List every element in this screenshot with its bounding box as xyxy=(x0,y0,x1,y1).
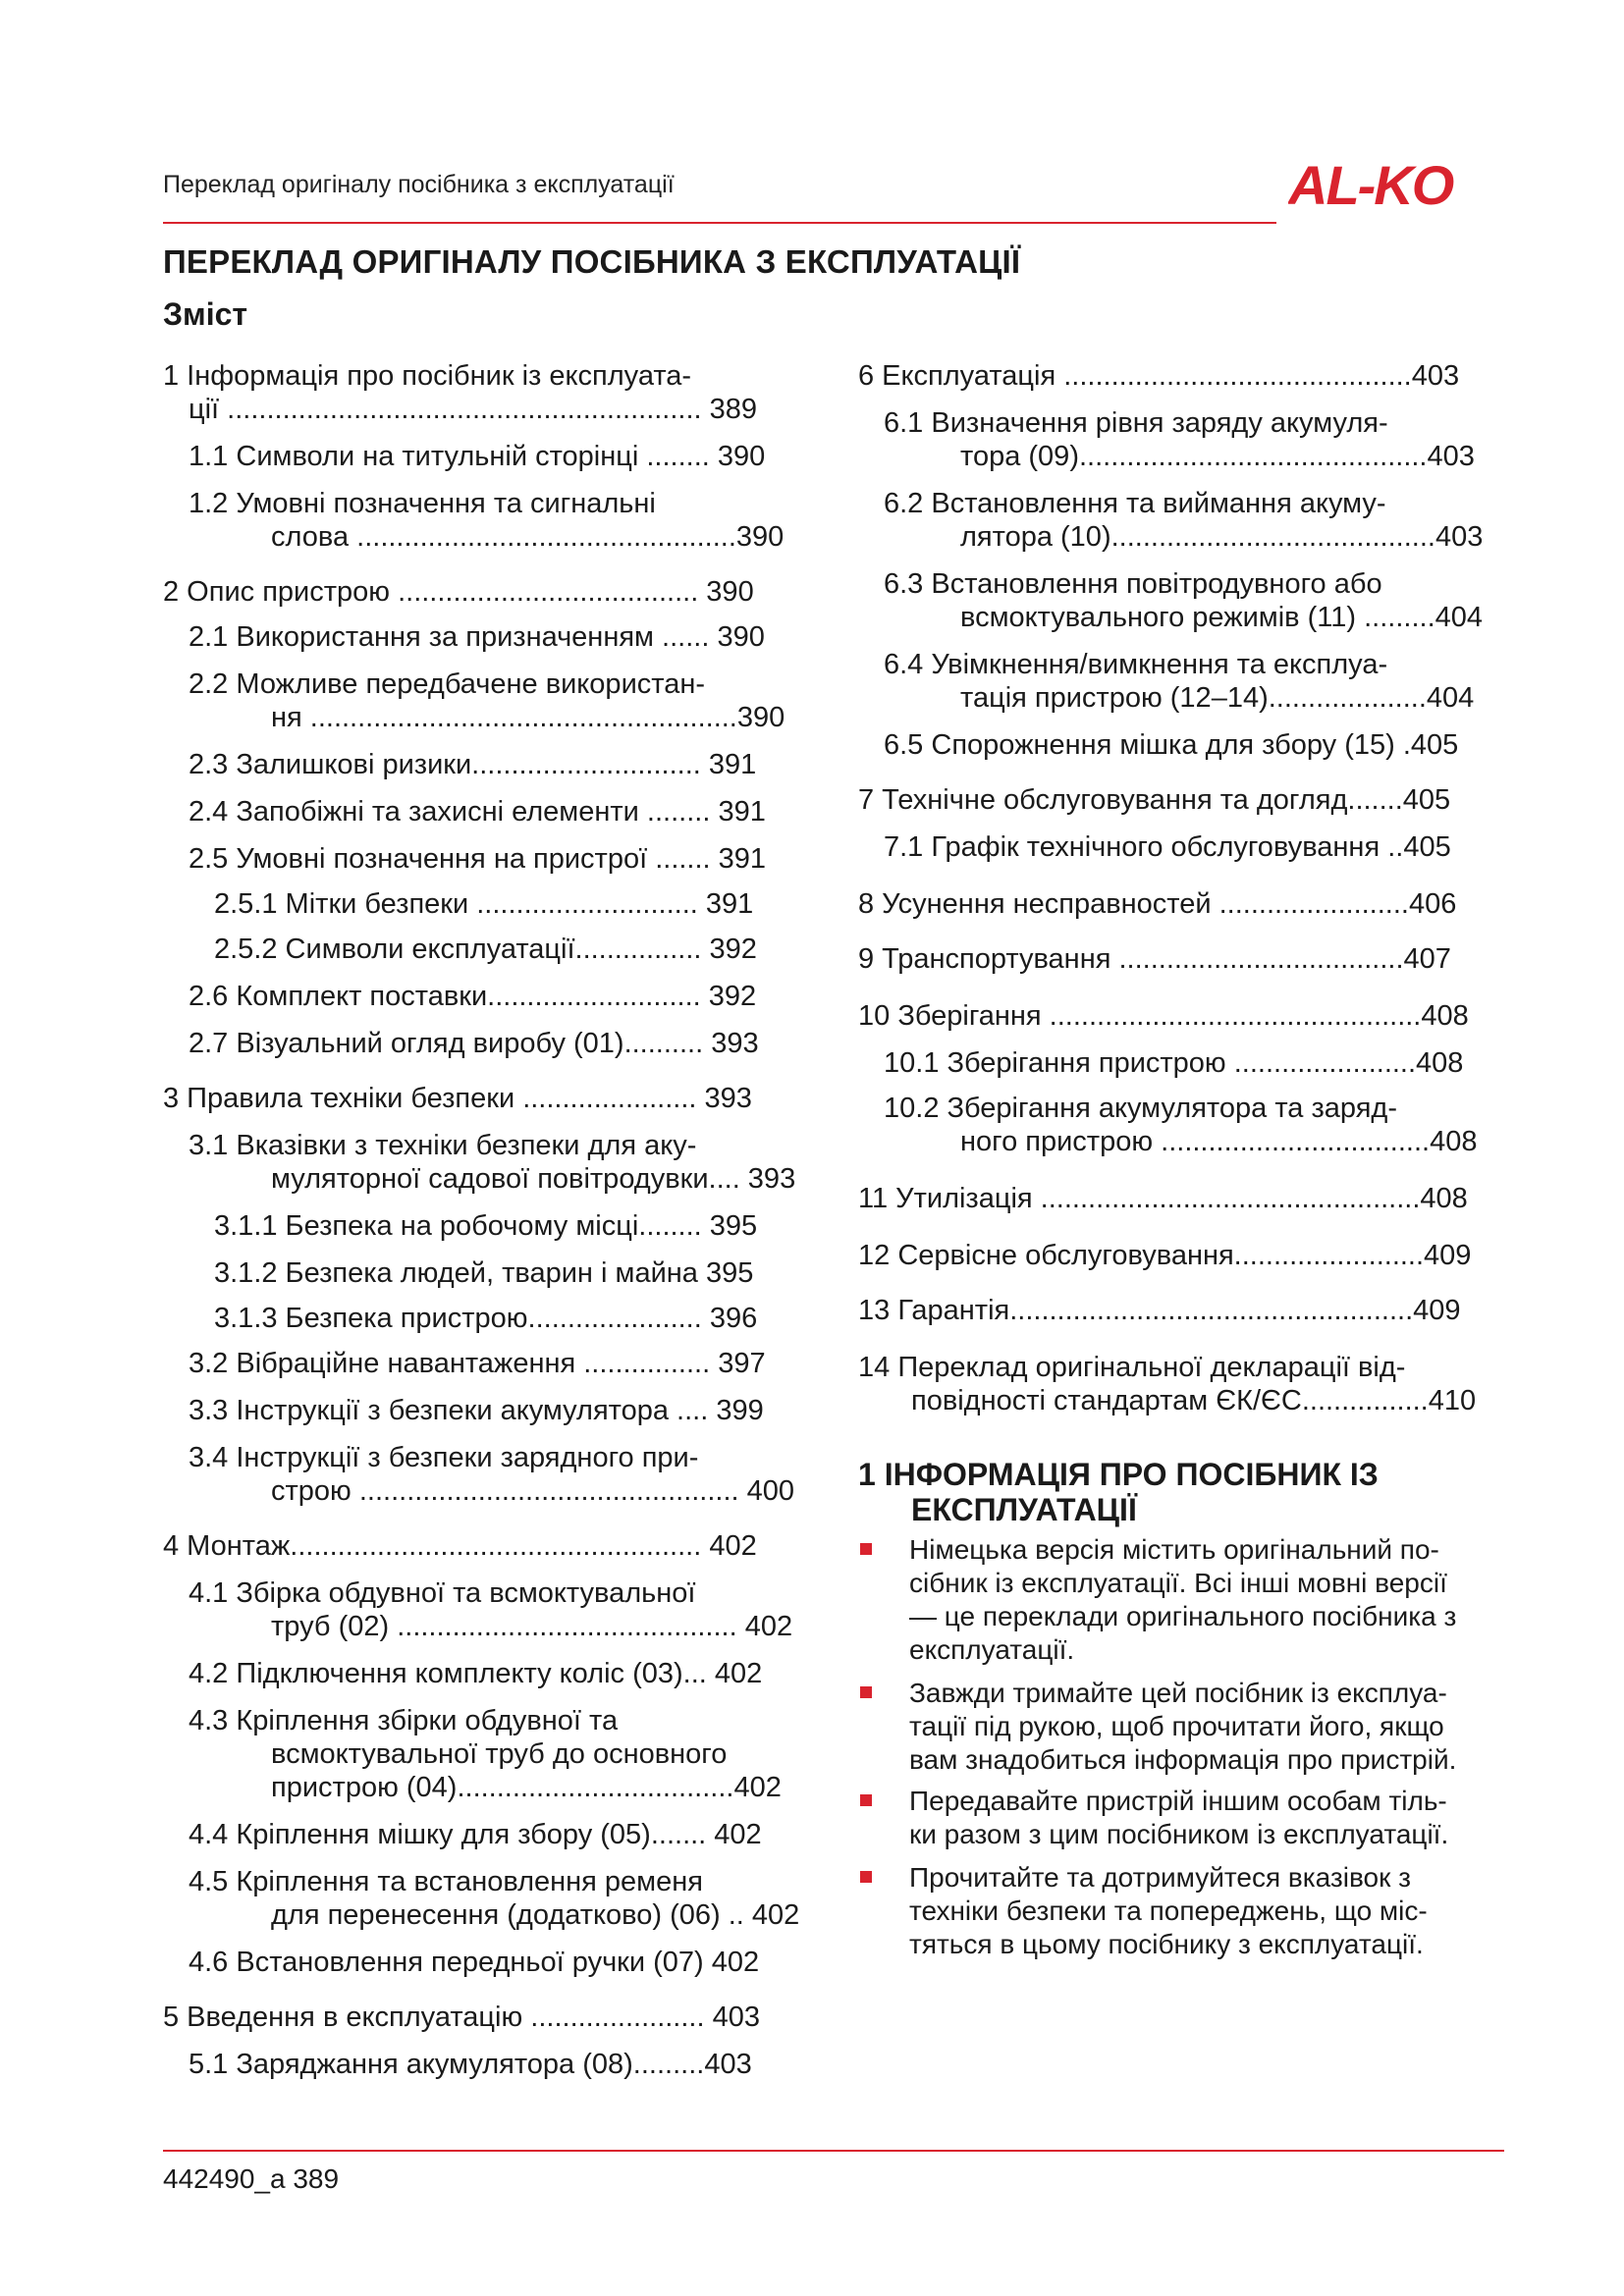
alko-logo xyxy=(1288,159,1504,210)
toc-entry[interactable]: 4.4 Кріплення мішку для збору (05)....... 402 xyxy=(189,1819,762,1850)
toc-entry[interactable]: 4.1 Збірка обдувної та всмоктувальної труб (02) ........................................... 402 xyxy=(189,1577,793,1642)
toc-entry[interactable]: 8 Усунення несправностей ........................406 xyxy=(858,888,1457,920)
toc-entry[interactable]: 2.2 Можливе передбачене використан- ня ......................................................390 xyxy=(189,668,785,733)
section-1-heading-line2: ЕКСПЛУАТАЦІЇ xyxy=(911,1492,1137,1527)
toc-heading: Зміст xyxy=(163,296,248,332)
toc-entry[interactable]: 11 Утилізація ................................................408 xyxy=(858,1183,1468,1214)
toc-entry[interactable]: 2.5.1 Мітки безпеки ............................ 391 xyxy=(214,888,754,920)
section-1-heading xyxy=(858,1457,1379,1527)
toc-entry[interactable]: 6.3 Встановлення повітродувного або всмоктувального режимів (11) .........404 xyxy=(884,568,1484,633)
toc-entry[interactable]: 9 Транспортування ....................................407 xyxy=(858,943,1451,975)
toc-entry[interactable]: 6.1 Визначення рівня заряду акумуля- тора (09)............................................403 xyxy=(884,407,1475,472)
toc-entry[interactable]: 2 Опис пристрою ...................................... 390 xyxy=(163,576,754,608)
toc-entry[interactable]: 7.1 Графік технічного обслуговування ..405 xyxy=(884,831,1451,863)
toc-entry[interactable]: 6.5 Спорожнення мішка для збору (15) .405 xyxy=(884,729,1459,761)
header-rule xyxy=(163,222,1276,224)
toc-entry[interactable]: 4.6 Встановлення передньої ручки (07) 402 xyxy=(189,1947,760,1978)
toc-entry[interactable]: 3.1.1 Безпека на робочому місці........ 395 xyxy=(214,1210,758,1242)
red-square-bullet-icon xyxy=(860,1871,872,1883)
toc-entry[interactable]: 6.2 Встановлення та виймання акуму- лятора (10).........................................403 xyxy=(884,488,1484,553)
toc-entry[interactable]: 6 Експлуатація ............................................403 xyxy=(858,360,1460,392)
footer-rule xyxy=(163,2150,1504,2152)
toc-entry[interactable]: 3.1.3 Безпека пристрою...................... 396 xyxy=(214,1303,758,1334)
toc-entry[interactable]: 4 Монтаж.................................................... 402 xyxy=(163,1530,757,1562)
toc-entry[interactable]: 2.6 Комплект поставки........................... 392 xyxy=(189,981,757,1012)
red-square-bullet-icon xyxy=(860,1794,872,1806)
toc-entry[interactable]: 10.2 Зберігання акумулятора та заряд- ного пристрою ..................................408 xyxy=(884,1093,1478,1157)
toc-entry[interactable]: 5 Введення в експлуатацію ...................... 403 xyxy=(163,2002,760,2033)
red-square-bullet-icon xyxy=(860,1543,872,1555)
toc-entry[interactable]: 2.3 Залишкові ризики............................. 391 xyxy=(189,749,757,780)
toc-entry[interactable]: 2.7 Візуальний огляд виробу (01).......... 393 xyxy=(189,1028,759,1059)
toc-entry[interactable]: 3.3 Інструкції з безпеки акумулятора .... 399 xyxy=(189,1395,764,1426)
toc-entry[interactable]: 4.2 Підключення комплекту коліс (03)... 402 xyxy=(189,1658,763,1689)
toc-entry[interactable]: 5.1 Заряджання акумулятора (08).........403 xyxy=(189,2049,752,2080)
document-title: ПЕРЕКЛАД ОРИГІНАЛУ ПОСІБНИКА З ЕКСПЛУАТАЦІЇ xyxy=(163,243,1021,280)
toc-entry[interactable]: 6.4 Увімкнення/вимкнення та експлуа- тація пристрою (12–14)....................404 xyxy=(884,649,1475,714)
running-header: Переклад оригіналу посібника з експлуатації xyxy=(163,171,675,198)
toc-entry[interactable]: 2.5.2 Символи експлуатації................ 392 xyxy=(214,934,757,965)
toc-entry[interactable]: 2.5 Умовні позначення на пристрої ....... 391 xyxy=(189,843,767,875)
logo-text: AL-KO xyxy=(1288,159,1453,210)
toc-entry[interactable]: 1 Інформація про посібник із експлуата- ції ............................................................ 389 xyxy=(163,360,758,425)
section-1-heading-line1: 1 ІНФОРМАЦІЯ ПРО ПОСІБНИК ІЗ xyxy=(858,1457,1379,1492)
toc-entry[interactable]: 4.3 Кріплення збірки обдувної та всмоктувальної труб до основного пристрою (04)...................................402 xyxy=(189,1705,782,1803)
toc-entry[interactable]: 14 Переклад оригінальної декларації від- повідності стандартам ЄК/ЄС................410 xyxy=(858,1352,1477,1416)
footer-page-number: 442490_a 389 xyxy=(163,2163,340,2194)
toc-entry[interactable]: 1.1 Символи на титульній сторінці ........ 390 xyxy=(189,441,766,472)
toc-entry[interactable]: 4.5 Кріплення та встановлення ременя для перенесення (додатково) (06) .. 402 xyxy=(189,1866,800,1931)
toc-entry[interactable]: 13 Гарантія...................................................409 xyxy=(858,1295,1461,1326)
toc-entry[interactable]: 10.1 Зберігання пристрою .......................408 xyxy=(884,1047,1464,1079)
toc-entry[interactable]: 10 Зберігання ...............................................408 xyxy=(858,1000,1469,1032)
toc-entry[interactable]: 2.4 Запобіжні та захисні елементи ........ 391 xyxy=(189,796,766,828)
red-square-bullet-icon xyxy=(860,1686,872,1698)
toc-entry[interactable]: 3.1 Вказівки з техніки безпеки для аку- муляторної садової повітродувки.... 393 xyxy=(189,1130,796,1195)
toc-entry[interactable]: 12 Сервісне обслуговування........................409 xyxy=(858,1240,1472,1271)
toc-entry[interactable]: 1.2 Умовні позначення та сигнальні слова ................................................390 xyxy=(189,488,785,553)
toc-entry[interactable]: 3 Правила техніки безпеки ...................... 393 xyxy=(163,1083,752,1114)
toc-entry[interactable]: 3.1.2 Безпека людей, тварин і майна 395 xyxy=(214,1257,754,1289)
toc-entry[interactable]: 3.2 Вібраційне навантаження ................ 397 xyxy=(189,1348,766,1379)
toc-entry[interactable]: 2.1 Використання за призначенням ...... 390 xyxy=(189,621,765,653)
toc-entry[interactable]: 3.4 Інструкції з безпеки зарядного при- строю ................................................ 400 xyxy=(189,1442,795,1507)
toc-entry[interactable]: 7 Технічне обслуговування та догляд.......405 xyxy=(858,784,1451,816)
